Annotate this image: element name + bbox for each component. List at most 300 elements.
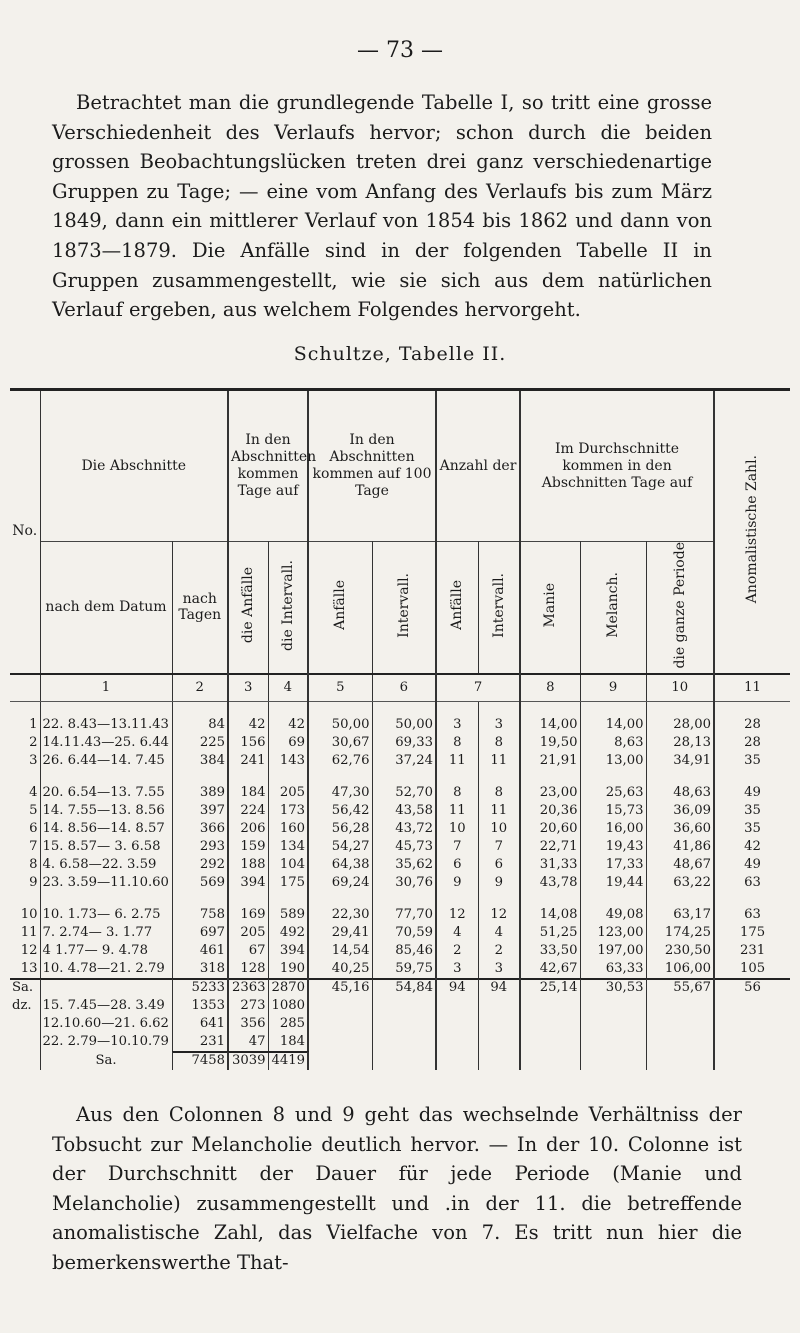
- spacer-cell: [228, 770, 268, 784]
- spacer-cell: [436, 892, 478, 906]
- cell-n-anf: 7: [436, 838, 478, 856]
- spacer-cell: [268, 770, 308, 784]
- cell-datum: 15. 8.57— 3. 6.58: [40, 838, 172, 856]
- cell-tage: 293: [172, 838, 228, 856]
- cell-int: 160: [268, 820, 308, 838]
- cell-p-anf: 29,41: [308, 924, 372, 942]
- cell-p-anf: 54,27: [308, 838, 372, 856]
- cell-datum: 4 1.77— 9. 4.78: [40, 942, 172, 960]
- gap-intervall: 285: [268, 1015, 308, 1033]
- cell-int: 589: [268, 906, 308, 924]
- cell-int: 173: [268, 802, 308, 820]
- cell-n-int: 6: [478, 856, 520, 874]
- cell-datum: 23. 3.59—11.10.60: [40, 874, 172, 892]
- cell-p-anf: 47,30: [308, 784, 372, 802]
- gap-intervall: 184: [268, 1033, 308, 1052]
- cell-manie: 22,71: [520, 838, 580, 856]
- summary-n-anf: 94: [436, 979, 478, 997]
- cell-anom: 105: [714, 960, 790, 979]
- cell-ganz: 34,91: [646, 752, 714, 770]
- cell-p-int: 70,59: [372, 924, 436, 942]
- cell-datum: 14. 7.55—13. 8.56: [40, 802, 172, 820]
- cell-int: 205: [268, 784, 308, 802]
- cell-mel: 49,08: [580, 906, 646, 924]
- cell-n-anf: 6: [436, 856, 478, 874]
- empty-cell: [520, 1052, 580, 1070]
- cell-ganz: 48,67: [646, 856, 714, 874]
- spacer-cell: [520, 701, 580, 716]
- gap-tage: 641: [172, 1015, 228, 1033]
- cell-anom: 49: [714, 784, 790, 802]
- spacer-cell: [228, 701, 268, 716]
- gap-row: [10, 997, 790, 1015]
- cell-mel: 15,73: [580, 802, 646, 820]
- spacer-cell: [372, 770, 436, 784]
- cell-datum: 14.11.43—25. 6.44: [40, 734, 172, 752]
- cell-p-int: 43,72: [372, 820, 436, 838]
- column-number: 5: [308, 674, 372, 702]
- spacer-cell: [172, 701, 228, 716]
- cell-tage: 366: [172, 820, 228, 838]
- column-number: 6: [372, 674, 436, 702]
- total-anfaelle: 3039: [228, 1052, 268, 1070]
- gap-intervall: 1080: [268, 997, 308, 1015]
- cell-ganz: 41,86: [646, 838, 714, 856]
- cell-ganz: 28,00: [646, 716, 714, 734]
- cell-int: 143: [268, 752, 308, 770]
- cell-mel: 25,63: [580, 784, 646, 802]
- cell-datum: 22. 8.43—13.11.43: [40, 716, 172, 734]
- cell-anom: 35: [714, 820, 790, 838]
- header-intervall-100-text: Intervall.: [395, 572, 412, 638]
- spacer-cell: [10, 701, 40, 716]
- summary-row: [10, 979, 790, 997]
- empty-cell: [646, 1015, 714, 1033]
- cell-manie: 20,36: [520, 802, 580, 820]
- row-number: 6: [29, 820, 38, 836]
- cell-manie: 51,25: [520, 924, 580, 942]
- cell-p-anf: 56,28: [308, 820, 372, 838]
- cell-datum: 10. 4.78—21. 2.79: [40, 960, 172, 979]
- header-anzahl-anfaelle-text: Anfälle: [449, 580, 466, 631]
- header-anzahl: Anzahl der: [436, 390, 520, 542]
- gap-tage: 1353: [172, 997, 228, 1015]
- data-table: [10, 388, 790, 1070]
- cell-n-int: 9: [478, 874, 520, 892]
- summary-p-anf: 45,16: [308, 979, 372, 997]
- column-number: 3: [228, 674, 268, 702]
- cell-anf: 206: [228, 820, 268, 838]
- spacer-cell: [172, 770, 228, 784]
- cell-anf: 169: [228, 906, 268, 924]
- cell-manie: 31,33: [520, 856, 580, 874]
- group-spacer: [10, 701, 790, 716]
- cell-mel: 63,33: [580, 960, 646, 979]
- cell-datum: 26. 6.44—14. 7.45: [40, 752, 172, 770]
- cell-n-int: 11: [478, 802, 520, 820]
- cell-int: 134: [268, 838, 308, 856]
- header-anfaelle-100-text: Anfälle: [332, 580, 349, 631]
- cell-datum: 14. 8.56—14. 8.57: [40, 820, 172, 838]
- summary-p-int: 54,84: [372, 979, 436, 997]
- header-anomal-text: Anomalistische Zahl.: [744, 455, 761, 604]
- cell-anf: 188: [228, 856, 268, 874]
- gap-anfaelle: 356: [228, 1015, 268, 1033]
- header-tage: In den Abschnitten kommen Tage auf: [228, 390, 308, 542]
- spacer-cell: [580, 701, 646, 716]
- spacer-cell: [308, 770, 372, 784]
- spacer-cell: [40, 701, 172, 716]
- cell-p-int: 77,70: [372, 906, 436, 924]
- column-number-row: [10, 674, 790, 702]
- empty-cell: [308, 1033, 372, 1052]
- cell-n-anf: 3: [436, 716, 478, 734]
- header-intervall-100: [372, 542, 436, 674]
- gap-anfaelle: 273: [228, 997, 268, 1015]
- cell-n-int: 4: [478, 924, 520, 942]
- cell-anf: 42: [228, 716, 268, 734]
- total-no-blank: [10, 1052, 40, 1070]
- summary-anom: 56: [714, 979, 790, 997]
- cell-n-int: 12: [478, 906, 520, 924]
- total-intervall: 4419: [268, 1052, 308, 1070]
- cell-p-int: 30,76: [372, 874, 436, 892]
- spacer-cell: [308, 892, 372, 906]
- gap-row: [10, 1015, 790, 1033]
- cell-n-anf: 3: [436, 960, 478, 979]
- empty-cell: [372, 997, 436, 1015]
- cell-n-anf: 12: [436, 906, 478, 924]
- empty-cell: [478, 997, 520, 1015]
- spacer-cell: [520, 770, 580, 784]
- cell-manie: 33,50: [520, 942, 580, 960]
- row-number: 1: [29, 716, 38, 732]
- row-number: 10: [20, 906, 38, 922]
- cell-ganz: 63,22: [646, 874, 714, 892]
- row-number: 4: [29, 784, 38, 800]
- cell-mel: 197,00: [580, 942, 646, 960]
- empty-cell: [478, 1033, 520, 1052]
- empty-cell: [372, 1015, 436, 1033]
- cell-p-int: 69,33: [372, 734, 436, 752]
- empty-cell: [646, 1033, 714, 1052]
- cell-mel: 13,00: [580, 752, 646, 770]
- cell-anom: 35: [714, 752, 790, 770]
- spacer-cell: [268, 892, 308, 906]
- header-anomal: [714, 390, 790, 674]
- header-die-intervall: [268, 542, 308, 674]
- header-ganze-periode: [646, 542, 714, 674]
- cell-n-anf: 9: [436, 874, 478, 892]
- group-spacer: [10, 770, 790, 784]
- header-anfaelle-100: [308, 542, 372, 674]
- spacer-cell: [478, 701, 520, 716]
- column-number-blank: [10, 674, 40, 702]
- cell-anom: 49: [714, 856, 790, 874]
- empty-cell: [646, 997, 714, 1015]
- cell-n-int: 3: [478, 716, 520, 734]
- column-number: 7: [436, 674, 520, 702]
- empty-cell: [436, 1015, 478, 1033]
- spacer-cell: [40, 892, 172, 906]
- cell-p-int: 59,75: [372, 960, 436, 979]
- cell-datum: 4. 6.58—22. 3.59: [40, 856, 172, 874]
- column-number: 1: [40, 674, 172, 702]
- empty-cell: [372, 1052, 436, 1070]
- cell-tage: 292: [172, 856, 228, 874]
- cell-p-anf: 40,25: [308, 960, 372, 979]
- cell-anf: 184: [228, 784, 268, 802]
- cell-anf: 67: [228, 942, 268, 960]
- cell-ganz: 106,00: [646, 960, 714, 979]
- cell-manie: 19,50: [520, 734, 580, 752]
- empty-cell: [436, 1052, 478, 1070]
- row-number: 11: [20, 924, 38, 940]
- cell-p-int: 85,46: [372, 942, 436, 960]
- cell-manie: 20,60: [520, 820, 580, 838]
- spacer-cell: [268, 701, 308, 716]
- cell-p-anf: 50,00: [308, 716, 372, 734]
- cell-int: 394: [268, 942, 308, 960]
- row-number: 2: [29, 734, 38, 750]
- cell-tage: 84: [172, 716, 228, 734]
- gap-datum: 15. 7.45—28. 3.49: [40, 997, 172, 1015]
- table-row: [10, 716, 790, 734]
- spacer-cell: [714, 701, 790, 716]
- cell-ganz: 28,13: [646, 734, 714, 752]
- column-number: 9: [580, 674, 646, 702]
- cell-n-anf: 11: [436, 752, 478, 770]
- spacer-cell: [520, 892, 580, 906]
- table-row: [10, 802, 790, 820]
- cell-anom: 28: [714, 716, 790, 734]
- row-number: 3: [29, 752, 38, 768]
- header-manie: [520, 542, 580, 674]
- column-number: 8: [520, 674, 580, 702]
- header-ganze-periode-text: die ganze Periode: [671, 542, 688, 669]
- cell-n-int: 8: [478, 734, 520, 752]
- spacer-cell: [308, 701, 372, 716]
- empty-cell: [436, 997, 478, 1015]
- header-hundert: In den Abschnitten kommen auf 100 Tage: [308, 390, 436, 542]
- cell-n-anf: 8: [436, 734, 478, 752]
- empty-cell: [436, 1033, 478, 1052]
- spacer-cell: [228, 892, 268, 906]
- intro-paragraph: Betrachtet man die grundlegende Tabelle I, so tritt eine grosse Verschiedenheit des Verlaufs hervor; schon durch die beiden grossen Beobachtungslücken treten drei ganz verschiedenartige Gruppen zu Tage; — eine vom Anfang des Verlaufs bis zum März 1849, dann ein mittlerer Verlauf von 1854 bis 1862 und dann von 1873—1879. Die Anfälle sind in der folgenden Tabelle II in Gruppen zusammengestellt, wie sie sich aus dem natürlichen Verlauf ergeben, aus welchem Folgendes hervorgeht.: [52, 91, 712, 322]
- table-row: [10, 752, 790, 770]
- summary-n-int: 94: [478, 979, 520, 997]
- empty-cell: [580, 1033, 646, 1052]
- cell-n-anf: 2: [436, 942, 478, 960]
- cell-anf: 241: [228, 752, 268, 770]
- row-number: 7: [29, 838, 38, 854]
- total-tage: 7458: [172, 1052, 228, 1070]
- cell-n-int: 10: [478, 820, 520, 838]
- summary-ganz: 55,67: [646, 979, 714, 997]
- cell-ganz: 36,60: [646, 820, 714, 838]
- cell-tage: 397: [172, 802, 228, 820]
- total-label: Sa.: [40, 1052, 172, 1070]
- empty-cell: [580, 1015, 646, 1033]
- cell-anf: 128: [228, 960, 268, 979]
- cell-tage: 389: [172, 784, 228, 802]
- gap-label-blank: [10, 1015, 40, 1033]
- gap-tage: 231: [172, 1033, 228, 1052]
- summary-label: Sa.: [12, 979, 34, 995]
- empty-cell: [308, 1015, 372, 1033]
- cell-mel: 8,63: [580, 734, 646, 752]
- header-no: No.: [12, 523, 38, 540]
- spacer-cell: [372, 701, 436, 716]
- spacer-cell: [10, 770, 40, 784]
- row-number: 5: [29, 802, 38, 818]
- cell-int: 69: [268, 734, 308, 752]
- table-title: Schultze, Tabelle II.: [293, 343, 507, 365]
- cell-mel: 19,44: [580, 874, 646, 892]
- cell-n-int: 11: [478, 752, 520, 770]
- cell-tage: 697: [172, 924, 228, 942]
- empty-cell: [520, 1033, 580, 1052]
- table-row: [10, 924, 790, 942]
- cell-p-int: 50,00: [372, 716, 436, 734]
- header-abschnitte: Die Abschnitte: [40, 390, 228, 542]
- cell-datum: 20. 6.54—13. 7.55: [40, 784, 172, 802]
- cell-p-anf: 22,30: [308, 906, 372, 924]
- cell-ganz: 48,63: [646, 784, 714, 802]
- cell-anom: 28: [714, 734, 790, 752]
- column-number: 10: [646, 674, 714, 702]
- cell-p-int: 45,73: [372, 838, 436, 856]
- spacer-cell: [372, 892, 436, 906]
- cell-mel: 123,00: [580, 924, 646, 942]
- spacer-cell: [714, 770, 790, 784]
- gap-datum: 12.10.60—21. 6.62: [40, 1015, 172, 1033]
- empty-cell: [372, 1033, 436, 1052]
- cell-tage: 569: [172, 874, 228, 892]
- summary-manie: 25,14: [520, 979, 580, 997]
- row-number: 8: [29, 856, 38, 872]
- header-durchschnitt: Im Durchschnitte kommen in den Abschnitten Tage auf: [520, 390, 714, 542]
- cell-ganz: 174,25: [646, 924, 714, 942]
- column-number: 2: [172, 674, 228, 702]
- cell-manie: 42,67: [520, 960, 580, 979]
- spacer-cell: [436, 701, 478, 716]
- empty-cell: [308, 1052, 372, 1070]
- header-die-anfaelle: [228, 542, 268, 674]
- cell-n-anf: 11: [436, 802, 478, 820]
- spacer-cell: [436, 770, 478, 784]
- cell-mel: 14,00: [580, 716, 646, 734]
- cell-p-int: 43,58: [372, 802, 436, 820]
- spacer-cell: [646, 770, 714, 784]
- cell-manie: 21,91: [520, 752, 580, 770]
- cell-p-anf: 64,38: [308, 856, 372, 874]
- cell-mel: 17,33: [580, 856, 646, 874]
- spacer-cell: [40, 770, 172, 784]
- empty-cell: [714, 1052, 790, 1070]
- cell-tage: 318: [172, 960, 228, 979]
- header-nach-datum: nach dem Datum: [40, 542, 172, 674]
- cell-anf: 205: [228, 924, 268, 942]
- empty-cell: [308, 997, 372, 1015]
- cell-n-anf: 4: [436, 924, 478, 942]
- cell-p-anf: 69,24: [308, 874, 372, 892]
- gap-label-blank: [10, 1033, 40, 1052]
- spacer-cell: [580, 770, 646, 784]
- table-row: [10, 820, 790, 838]
- cell-anom: 63: [714, 874, 790, 892]
- empty-cell: [520, 997, 580, 1015]
- cell-anf: 156: [228, 734, 268, 752]
- table-row: [10, 942, 790, 960]
- cell-ganz: 63,17: [646, 906, 714, 924]
- cell-int: 492: [268, 924, 308, 942]
- cell-anf: 394: [228, 874, 268, 892]
- empty-cell: [580, 997, 646, 1015]
- cell-n-anf: 10: [436, 820, 478, 838]
- table-row: [10, 838, 790, 856]
- table-row: [10, 906, 790, 924]
- spacer-cell: [478, 892, 520, 906]
- cell-int: 42: [268, 716, 308, 734]
- page-number: — 73 —: [357, 38, 443, 63]
- cell-datum: 10. 1.73— 6. 2.75: [40, 906, 172, 924]
- cell-anom: 175: [714, 924, 790, 942]
- table-row: [10, 784, 790, 802]
- summary-mel: 30,53: [580, 979, 646, 997]
- header-melanch: [580, 542, 646, 674]
- table-row: [10, 734, 790, 752]
- gap-row: [10, 1033, 790, 1052]
- empty-cell: [520, 1015, 580, 1033]
- empty-cell: [714, 1015, 790, 1033]
- cell-p-int: 37,24: [372, 752, 436, 770]
- cell-ganz: 36,09: [646, 802, 714, 820]
- empty-cell: [646, 1052, 714, 1070]
- spacer-cell: [646, 892, 714, 906]
- header-anzahl-intervall-text: Intervall.: [490, 572, 507, 638]
- cell-tage: 384: [172, 752, 228, 770]
- row-number: 13: [20, 960, 38, 976]
- cell-anom: 42: [714, 838, 790, 856]
- cell-n-int: 2: [478, 942, 520, 960]
- gap-anfaelle: 47: [228, 1033, 268, 1052]
- cell-manie: 14,00: [520, 716, 580, 734]
- header-die-anfaelle-text: die Anfälle: [240, 567, 257, 644]
- empty-cell: [478, 1052, 520, 1070]
- cell-manie: 43,78: [520, 874, 580, 892]
- cell-tage: 225: [172, 734, 228, 752]
- header-anzahl-intervall: [478, 542, 520, 674]
- cell-p-anf: 56,42: [308, 802, 372, 820]
- cell-anom: 63: [714, 906, 790, 924]
- cell-datum: 7. 2.74— 3. 1.77: [40, 924, 172, 942]
- spacer-cell: [172, 892, 228, 906]
- cell-p-anf: 14,54: [308, 942, 372, 960]
- table-row: [10, 856, 790, 874]
- empty-cell: [580, 1052, 646, 1070]
- closing-paragraph: Aus den Colonnen 8 und 9 geht das wechselnde Verhältniss der Tobsucht zur Melancholie deutlich hervor. — In der 10. Colonne ist der Durchschnitt der Dauer für jede Periode (Manie und Melancholie) zusammengestellt und .in der 11. die betreffende anomalistische Zahl, das Vielfache von 7. Es tritt nun hier die bemerkenswerthe That-: [52, 1103, 742, 1274]
- cell-p-anf: 30,67: [308, 734, 372, 752]
- cell-anf: 159: [228, 838, 268, 856]
- header-anzahl-anfaelle: [436, 542, 478, 674]
- cell-tage: 758: [172, 906, 228, 924]
- header-nach-tagen: nach Tagen: [172, 542, 228, 674]
- cell-p-int: 35,62: [372, 856, 436, 874]
- header-melanch-text: Melanch.: [605, 572, 622, 639]
- spacer-cell: [580, 892, 646, 906]
- cell-int: 175: [268, 874, 308, 892]
